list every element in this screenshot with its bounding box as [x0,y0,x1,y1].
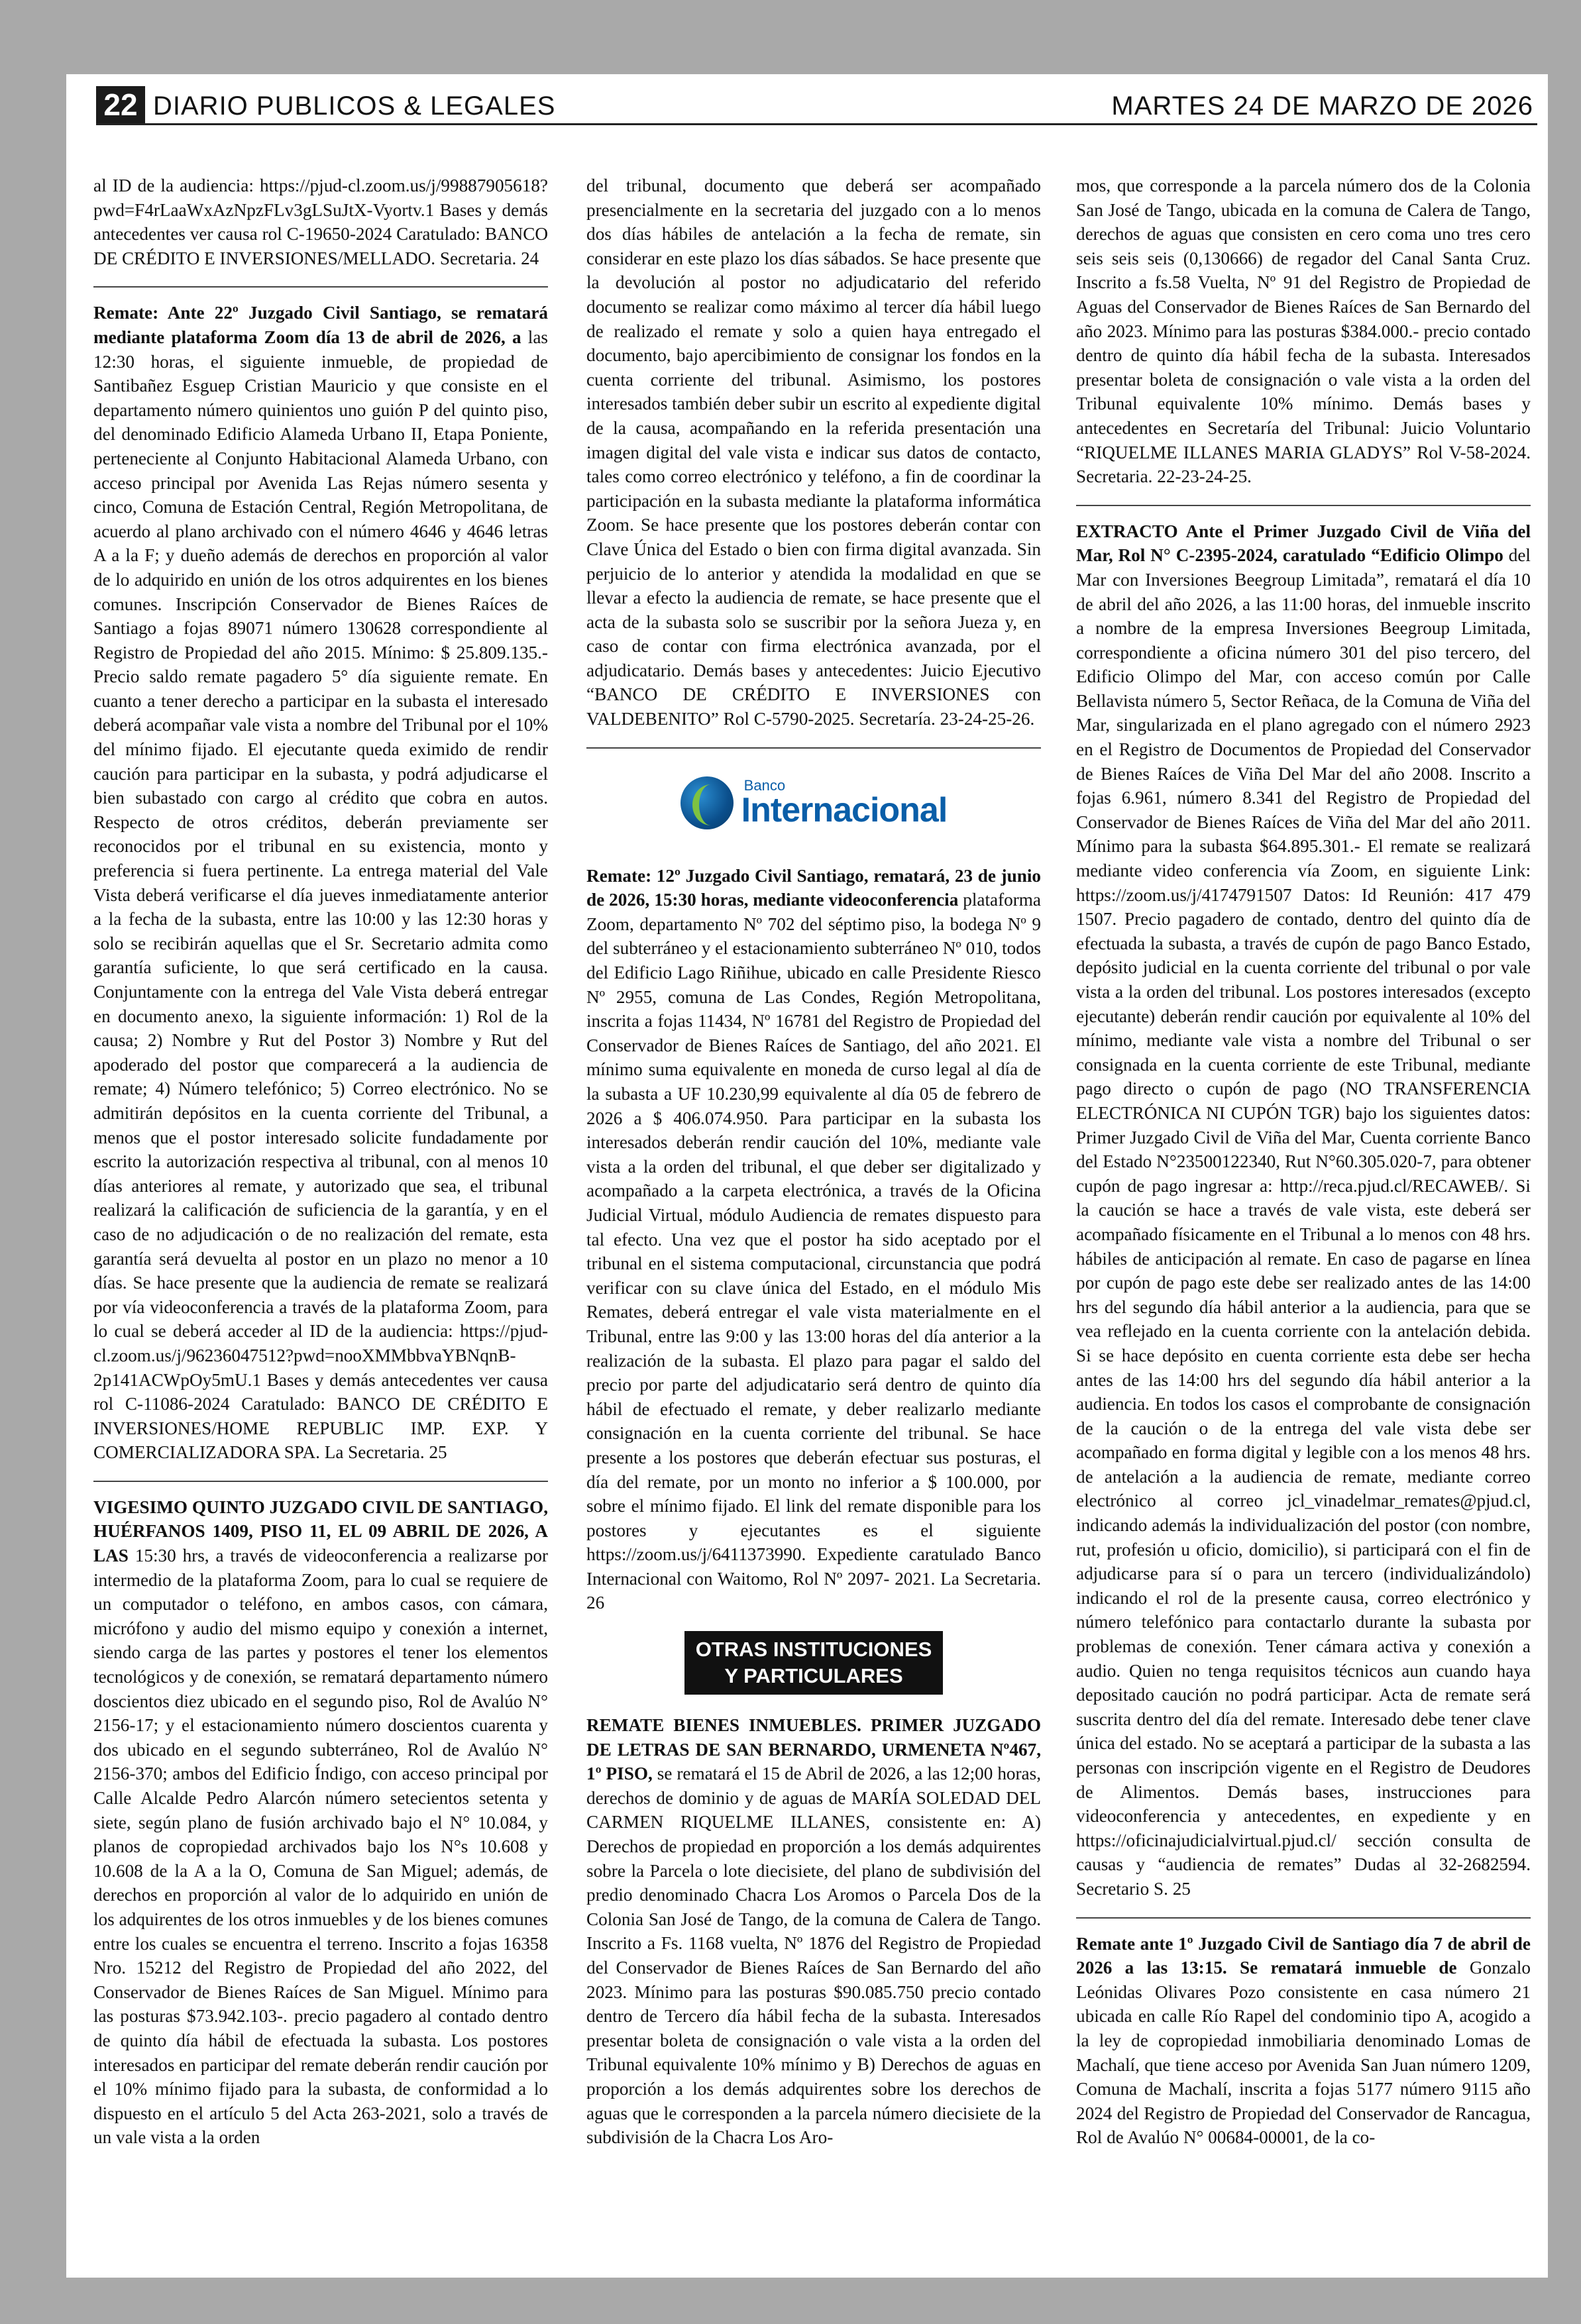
bank-logo-icon [681,776,734,829]
column-1 [93,174,548,2267]
notice-remate-12-juzgado [586,864,1041,1615]
divider [93,286,548,288]
logo-big-text: Internacional [741,790,948,829]
notice-text: del Mar con Inversiones Beegroup Limitada”, rematará el día 10 de abril del año 2026, a las 11:00 horas, del inmueble inscrito a nombre de la empresa Inversiones Beegroup Limitada, correspondiente a oficina número 301 del piso tercero, del Edificio Olimpo del Mar, con acceso común por Calle Bellavista número 5, Sector Reñaca, de la Comuna de Viña del Mar, singularizada en el plano agregado con el número 2923 en el Registro de Documentos de Propiedad del Conservador de Bienes Raíces de Viña Del Mar del año 2008. Inscrito a fojas 6.961, número 8.341 del Registro de Propiedad del Conservador de Bienes Raíces de Viña del Mar del año 2011. Mínimo para la subasta $64.895.301.- El remate se realizará mediante video conferencia vía Zoom, en siguiente Link: https://zoom.us/j/4174791507 Datos: Id Reunión: 417 479 1507. Precio pagadero de contado, dentro del quinto día de efectuada la subasta, a través de cupón de pago Banco Estado, depósito judicial en la cuenta corriente del tribunal o por vale vista a la orden del tribunal. Los postores interesados (excepto ejecutante) deberán rendir caución por equivalente al 10% del mínimo, mediante vale vista a nombre del Tribunal o ser consignada en la cuenta corriente de este Tribunal, mediante pago directo o cupón de pago (NO TRANSFERENCIA ELECTRÓNICA NI CUPÓN TGR) bajo los siguientes datos: Primer Juzgado Civil de Viña del Mar, Cuenta corriente Banco del Estado N°23500122340, Rut N°60.305.020-7, para obtener cupón de pago ingresar a: http://reca.pjud.cl/RECAWEB/. Si la caución se hace a través de vale vista, este deberá ser acompañado físicamente en el Tribunal a lo menos con 48 hrs. hábiles de anticipación al remate. En caso de pagarse en línea por cupón de pago este debe ser realizado antes de las 14:00 hrs del segundo día hábil anterior a la audiencia, para que se vea reflejado en la cuenta corriente con la antelación debida. Si se hace depósito en cuenta corriente esta debe ser hecha antes de las 14:00 hrs del segundo día hábil anterior a la audiencia. En todos los casos el comprobante de consignación de la caución o de la entrega del vale vista debe ser acompañado en forma digital y legible con a los menos 48 hrs. de antelación a la audiencia de remate, mediante correo electrónico al correo jcl_vinadelmar_remates@pjud.cl, indicando además la individualización del postor (con nombre, rut, profesión u oficio, domicilio), si participará con el fin de adjudicarse para sí o para un tercero (individualizándolo) indicando el rol de la presente causa, correo electrónico y número telefónico para contactarlo durante la subasta por problemas de conexión. Tener cámara activa y conexión a audio. Quien no tenga requisitos técnicos aun cuando haya depositado caución no podrá participar. Acta de remate será suscrita dentro del día del remate. Interesado debe tener clave única del estado. No se aceptará a participar de la subasta a las personas con inscripción vigente en el Registro de Deudores de Alimentos. Demás bases, instrucciones para videoconferencia y antecedentes, en expediente y en https://oficinajudicialvirtual.pjud.cl/ sección consulta de causas y “audiencia de remates” Dudas al 32-2682594. Secretario S. 25 [1076,545,1531,1899]
notice-heading: VIGESIMO QUINTO JUZGADO CIVIL DE SANTIAGO, HUÉRFANOS 1409, PISO 11, EL 09 ABRIL DE 2026, A LAS [93,1497,548,1566]
notice-remate-25-juzgado [93,1495,548,2150]
publication-title: DIARIO PUBLICOS & LEGALES [153,91,556,121]
section-title-line2: Y PARTICULARES [724,1664,903,1688]
notice-text: se rematará el 15 de Abril de 2026, a las 12;00 horas, derechos de dominio y de aguas de MARÍA SOLEDAD DEL CARMEN RIQUELME ILLANES, consistente en: A) Derechos de propiedad en proporción a los demás adquirentes sobre la Parcela o lote diecisiete, del plano de subdivisión del predio denominado Chacra Los Aromos o Parcela Dos de la Colonia San José de Tango, de la comuna de Calera de Tango. Inscrito a Fs. 1168 vuelta, Nº 1876 del Registro de Propiedad del Conservador de Bienes Raíces de San Bernardo del año 2023. Mínimo para las posturas $90.085.750 precio contado dentro de Tercero día hábil fecha de la subasta. Interesados presentar boleta de consignación o vale vista a la orden del Tribunal equivalente 10% mínimo y B) Derechos de aguas en proporción a los demás adquirentes sobre los derechos de aguas que le corresponden a la parcela número diecisiete de la subdivisión de la Chacra Los Aro- [586,1764,1041,2148]
column-3 [1076,174,1531,2267]
notice-remate-22-juzgado [93,301,548,1465]
notice-continuation [1076,174,1531,489]
divider [586,747,1041,749]
notice-text: 15:30 hrs, a través de videoconferencia a realizarse por intermedio de la plataforma Zoom, para lo cual se requiere de un computador o teléfono, en ambos casos, con cámara, micrófono y audio del mismo equipo y conexión a internet, siendo carga de las partes y postores el tener los elementos tecnológicos y de conexión, se rematará departamento número doscientos diez ubicado en el segundo piso, Rol de Avalúo N° 2156-17; y el estacionamiento número doscientos cuarenta y dos ubicado en el segundo subterráneo, Rol de Avalúo N° 2156-370; ambos del Edificio Índigo, con acceso principal por Calle Alcalde Pedro Alarcón número setecientos setenta y siete, según plano de fusión archivado bajo el N° 10.084, y planos de copropiedad archivados bajo los N°s 10.608 y 10.608 de la A a la O, Comuna de San Miguel; además, de derechos en proporción al valor de lo adquirido en unión de los adquirentes de los otros inmuebles y de los bienes comunes entre los cuales se encuentra el terreno. Inscrito a fojas 16358 Nro. 15212 del Registro de Propiedad del año 2022, del Conservador de Bienes Raíces de San Miguel. Mínimo para las posturas $73.942.103-. precio pagadero al contado dentro de quinto día hábil de efectuada la subasta. Los postores interesados en participar del remate deberán rendir caución por el 10% mínimo fijado para la subasta, de conformidad a lo dispuesto en el artículo 5 del Acta 263-2021, solo a través de un vale vista a la orden [93,1546,548,2148]
notice-heading: EXTRACTO Ante el Primer Juzgado Civil de Viña del Mar, Rol N° C-2395-2024, caratulado “Edificio Olimpo [1076,521,1531,566]
notice-text: del tribunal, documento que deberá ser acompañado presencialmente en la secretaria del juzgado con a lo menos dos días hábiles de antelación a la fecha de remate, sin considerar en este plazo los días sábados. Se hace presente que la devolución al postor no adjudicatario del referido documento se realizar como máximo al tercer día hábil luego de realizado el remate y solo a quien haya entregado el documento, bajo apercibimiento de consignar los fondos en la cuenta corriente del tribunal. Asimismo, los postores interesados también deber subir un escrito al expediente digital de la causa, acompañando en la referida presentación una imagen digital del vale vista e indicar sus datos de contacto, tales como correo electrónico y teléfono, a fin de coordinar la participación en la subasta mediante la plataforma informática Zoom. Se hace presente que los postores deberán contar con Clave Única del Estado o bien con firma digital avanzada. Sin perjuicio de lo anterior y atendida la modalidad en que se llevar a efecto la audiencia de remate, se hace presente que el acta de la subasta solo se suscribir por la señora Jueza y, en caso de contar con firma electrónica avanzada, por el adjudicatario. Demás bases y antecedentes: Juicio Ejecutivo “BANCO DE CRÉDITO E INVERSIONES con VALDEBENITO” Rol C-5790-2025. Secretaría. 23-24-25-26. [586,176,1041,729]
notice-continuation [93,174,548,270]
publication-date: MARTES 24 DE MARZO DE 2026 [1111,91,1533,121]
notice-extracto-vina-del-mar [1076,519,1531,1901]
notice-heading: Remate ante 1º Juzgado Civil de Santiago día 7 de abril de 2026 a las 13:15. Se rematará inmueble de [1076,1933,1531,1978]
divider [1076,505,1531,506]
notice-heading: Remate: 12º Juzgado Civil Santiago, rematará, 23 de junio de 2026, 15:30 horas, mediante videoconferencia [586,865,1041,910]
section-header-otras-instituciones [684,1631,943,1695]
notice-text: Gonzalo Leónidas Olivares Pozo consistente en casa número 21 ubicada en calle Río Rapel del condominio tipo A, acogido a la ley de copropiedad inmobiliaria denominado Lomas de Machalí, que tiene acceso por Avenida San Juan número 1209, Comuna de Machalí, inscrita a fojas 5177 número 9115 año 2024 del Registro de Propiedad del Conservador de Rancagua, Rol de Avalúo N° 00684-00001, de la co- [1076,1958,1531,2148]
divider [1076,1917,1531,1919]
banco-internacional-logo [586,762,1041,844]
column-2 [586,174,1041,2267]
page-header [96,86,1537,125]
notice-text: plataforma Zoom, departamento Nº 702 del séptimo piso, la bodega Nº 9 del subterráneo y el estacionamiento subterráneo Nº 010, todos del Edificio Lago Riñihue, ubicado en calle Presidente Riesco Nº 2955, comuna de Las Condes, Región Metropolitana, inscrita a fojas 11434, Nº 16781 del Registro de Propiedad del Conservador de Bienes Raíces de Santiago, del año 2021. El mínimo suma equivalente en moneda de curso legal al día de la subasta a UF 10.230,99 equivalente al día 05 de febrero de 2026 a $ 406.074.950. Para participar en la subasta los interesados deberán rendir caución del 10%, mediante vale vista a la orden del tribunal, el que deber ser digitalizado y acompañado a la carpeta electrónica, a través de la Oficina Judicial Virtual, módulo Audiencia de remates dispuesto para tal efecto. Una vez que el postor ha sido aceptado por el tribunal en el sistema computacional, circunstancia que podrá verificar con su clave única del Estado, en el módulo Mis Remates, deberá entregar el vale vista materialmente en el Tribunal, entre las 9:00 y las 13:00 horas del día anterior a la realización de la subasta. El plazo para pagar el saldo del precio por parte del adjudicatario será dentro de quinto día hábil de efectuado el remate, y deber realizarlo mediante consignación en la cuenta corriente del tribunal. Se hace presente a los postores que deberán efectuar sus posturas, el día del remate, por un monto no inferior a $ 100.000, por sobre el mínimo fijado. El link del remate disponible para los postores y ejecutantes es el siguiente https://zoom.us/j/6411373990. Expediente caratulado Banco Internacional con Waitomo, Rol Nº 2097- 2021. La Secretaria. 26 [586,890,1041,1613]
logo-small-text: Banco [743,776,786,794]
notice-text: al ID de la audiencia: https://pjud-cl.zoom.us/j/99887905618?pwd=F4rLaaWxAzNpzFLv3gLSuJtX-Vyortv.1 Bases y demás antecedentes ver causa rol C-19650-2024 Caratulado: BANCO DE CRÉDITO E INVERSIONES/MELLADO. Secretaria. 24 [93,176,548,268]
notice-text: las 12:30 horas, el siguiente inmueble, de propiedad de Santibañez Esguep Cristian Mauricio y que consiste en el departamento número quinientos uno guión P del quinto piso, del denominado Edificio Alameda Urbano II, Etapa Poniente, perteneciente al Conjunto Habitacional Alameda Urbano, con acceso principal por Avenida Las Rejas número sesenta y cinco, Comuna de Estación Central, Región Metropolitana, de acuerdo al plano archivado con el número 4646 y 4646 letras A a la F; y dueño además de derechos en proporción al valor de lo adquirido en unión de los otros adquirentes en los bienes comunes. Inscripción Conservador de Bienes Raíces de Santiago a fojas 89071 número 130628 correspondiente al Registro de Propiedad del año 2015. Mínimo: $ 25.809.135.- Precio saldo remate pagadero 5° día siguiente remate. En cuanto a tener derecho a participar en la subasta el interesado deberá acompañar vale vista a nombre del Tribunal por el 10% del mínimo fijado. El ejecutante queda eximido de rendir caución para participar en la subasta, y podrá adjudicarse el bien subastado con cargo al crédito que cobra en autos. Respecto de otros créditos, deberán previamente ser reconocidos por el tribunal en su existencia, monto y preferencia si fuera pertinente. La entrega material del Vale Vista deberá verificarse el día jueves inmediatamente anterior a la fecha de la subasta, entre las 10:00 y las 12:30 horas y solo se recibirán aquellas que el Sr. Secretario admita como garantía suficiente, lo que será certificado en la causa. Conjuntamente con la entrega del Vale Vista deberá entregar en documento anexo, la siguiente información: 1) Rol de la causa; 2) Nombre y Rut del Postor 3) Nombre y Rut del apoderado del postor que comparecerá a la audiencia de remate; 4) Número telefónico; 5) Correo electrónico. No se admitirán depósitos en la cuenta corriente del Tribunal, a menos que el postor interesado solicite fundadamente por escrito la autorización respectiva al tribunal, con al menos 10 días anteriores al remate, y autorizado que sea, el tribunal realizará la calificación de suficiencia de la garantía, y en el caso de no adjudicación o de no realización del remate, esta garantía será devuelta al postor en un plazo no menor a 10 días. Se hace presente que la audiencia de remate se realizará por vía videoconferencia a través de la plataforma Zoom, para lo cual se deberá acceder al ID de la audiencia: https://pjud-cl.zoom.us/j/96236047512?pwd=nooXMMbbvaYBNqnB-2p141ACWpOy5mU.1 Bases y demás antecedentes ver causa rol C-11086-2024 Caratulado: BANCO DE CRÉDITO E INVERSIONES/HOME REPUBLIC IMP. EXP. Y COMERCIALIZADORA SPA. La Secretaria. 25 [93,327,548,1463]
notice-remate-1-juzgado [1076,1932,1531,2150]
notice-text: mos, que corresponde a la parcela número dos de la Colonia San José de Tango, ubicada en la comuna de Calera de Tango, derechos de aguas que consisten en cero coma uno tres cero seis seis seis (0,130666) de regador del Canal Santa Cruz. Inscrito a fs.58 Vuelta, Nº 91 del Registro de Propiedad de Aguas del Conservador de Bienes Raíces de San Bernardo del año 2023. Mínimo para las posturas $384.000.- precio contado dentro de quinto día hábil fecha de la subasta. Interesados presentar boleta de consignación o vale vista a la orden del Tribunal equivalente 10% mínimo. Demás bases y antecedentes en Secretaría del Tribunal: Juicio Voluntario “RIQUELME ILLANES MARIA GLADYS” Rol V-58-2024. Secretaria. 22-23-24-25. [1076,176,1531,487]
notice-continuation [586,174,1041,731]
divider [93,1481,548,1482]
notice-remate-san-bernardo [586,1713,1041,2150]
section-title-line1: OTRAS INSTITUCIONES [695,1638,932,1662]
notice-heading: Remate: Ante 22º Juzgado Civil Santiago, se rematará mediante plataforma Zoom día 13 de abril de 2026, a [93,303,548,347]
notice-heading: REMATE BIENES INMUEBLES. PRIMER JUZGADO DE LETRAS DE SAN BERNARDO, URMENETA Nº467, 1º PISO, [586,1715,1041,1784]
page-number: 22 [96,86,145,123]
